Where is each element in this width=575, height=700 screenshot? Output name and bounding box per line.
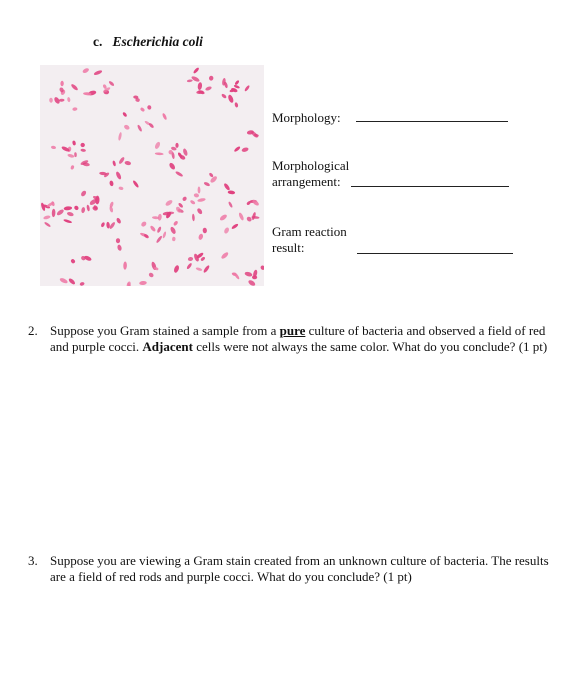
emphasis-adjacent: Adjacent <box>142 339 193 354</box>
section-heading <box>93 34 203 50</box>
gram-reaction-label-line2: result: <box>272 240 305 255</box>
organism-name: Escherichia coli <box>112 34 203 49</box>
arrangement-answer-line[interactable] <box>351 186 509 187</box>
gram-reaction-label-line1: Gram reaction <box>272 224 347 239</box>
bacterium-cell <box>175 143 178 148</box>
emphasis-pure: pure <box>279 323 306 338</box>
arrangement-label-line2: arrangement: <box>272 174 341 189</box>
morphology-answer-line[interactable] <box>356 121 508 122</box>
morphology-label: Morphology: <box>272 110 341 125</box>
question-3 <box>28 553 558 585</box>
question-text: Suppose you Gram stained a sample from a pure culture of bacteria and observed a field of red and purple cocci. Adjacent cells were not always the same color. What do you conclude? (1 pt) <box>50 323 548 354</box>
question-number: 3. <box>28 553 38 568</box>
gram-reaction-answer-line[interactable] <box>357 253 513 254</box>
question-number: 2. <box>28 323 38 338</box>
gram-stain-micrograph-icon <box>40 65 264 286</box>
arrangement-label-line1: Morphological <box>272 158 350 173</box>
question-2 <box>28 323 558 355</box>
question-text: Suppose you are viewing a Gram stain created from an unknown culture of bacteria. The results are a field of red rods and purple cocci. What do you conclude? (1 pt) <box>50 553 549 584</box>
section-letter: c. <box>93 34 103 49</box>
bacterium-cell <box>116 238 120 243</box>
